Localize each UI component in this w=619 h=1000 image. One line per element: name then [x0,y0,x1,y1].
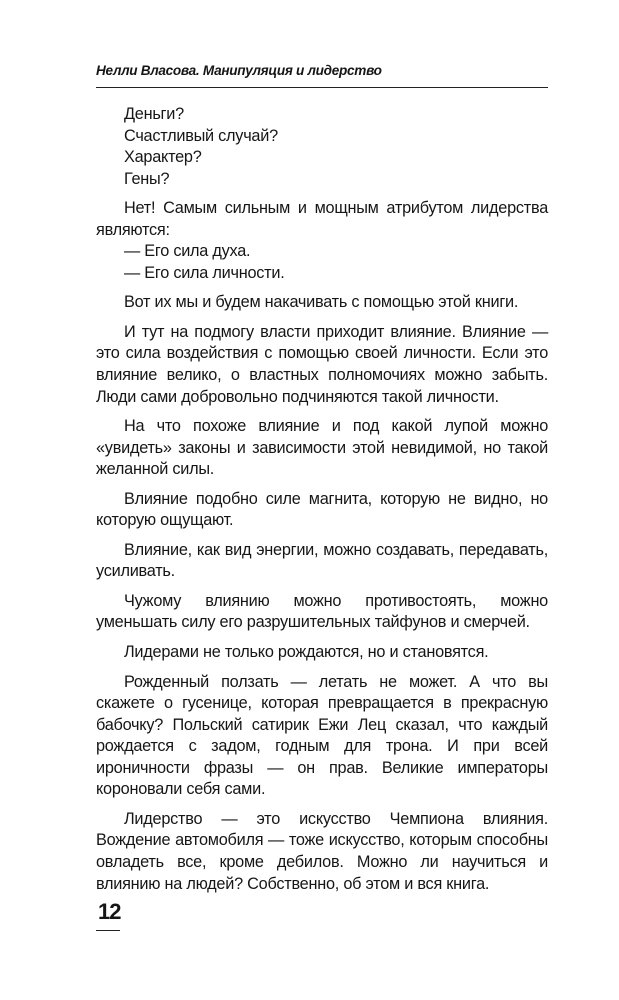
paragraph: — Его сила духа. [124,242,251,261]
page-number: 12 [98,899,121,924]
paragraph: Рожденный ползать — летать не может. А что вы скажете о гусенице, которая превращается в прекрасную бабочку? Польский сатирик Ежи Лец сказал, что каждый рождается с задом, годным для трона. И при всей ироничности фразы — он прав. Великие императоры короновали себя сами. [96,672,548,799]
paragraph: Влияние подобно силе магнита, которую не видно, но которую ощущают. [96,489,548,530]
paragraph: Чужому влиянию можно противостоять, можно уменьшать силу его разрушительных тайфунов и смерчей. [96,591,548,632]
body-text [96,104,548,895]
header-book-title: Манипуляция и лидерство [199,63,382,78]
paragraph: Влияние, как вид энергии, можно создавать, передавать, усиливать. [96,540,548,581]
paragraph: Вот их мы и будем накачивать с помощью этой книги. [124,293,519,312]
paragraph: На что похоже влияние и под какой лупой можно «увидеть» законы и зависимости этой невидимой, но такой желанной силы. [96,417,548,479]
page-number-rule [96,930,120,931]
header-rule [96,87,548,88]
paragraph: И тут на подмогу власти приходит влияние. Влияние — это сила воздействия с помощью своей личности. Если это влияние велико, о властных полномочиях можно забыть. Люди сами добровольно подчиняются такой личности. [96,322,548,406]
paragraph: Характер? [124,148,202,167]
paragraph: Лидерами не только рождаются, но и становятся. [124,643,489,662]
running-header [96,62,548,80]
paragraph: Лидерство — это искусство Чемпиона влияния. Вождение автомобиля — тоже искусство, которым способны овладеть все, кроме дебилов. Можно ли научиться и влиянию на людей? Собственно, об этом и вся книга. [96,809,548,893]
paragraph: Нет! Самым сильным и мощным атрибутом лидерства являются: [96,199,548,239]
paragraph: Деньги? [124,105,184,123]
paragraph: Гены? [124,169,170,188]
paragraph: — Его сила личности. [124,263,285,282]
paragraph: Счастливый случай? [124,126,278,145]
header-author: Нелли Власова. [96,63,200,78]
